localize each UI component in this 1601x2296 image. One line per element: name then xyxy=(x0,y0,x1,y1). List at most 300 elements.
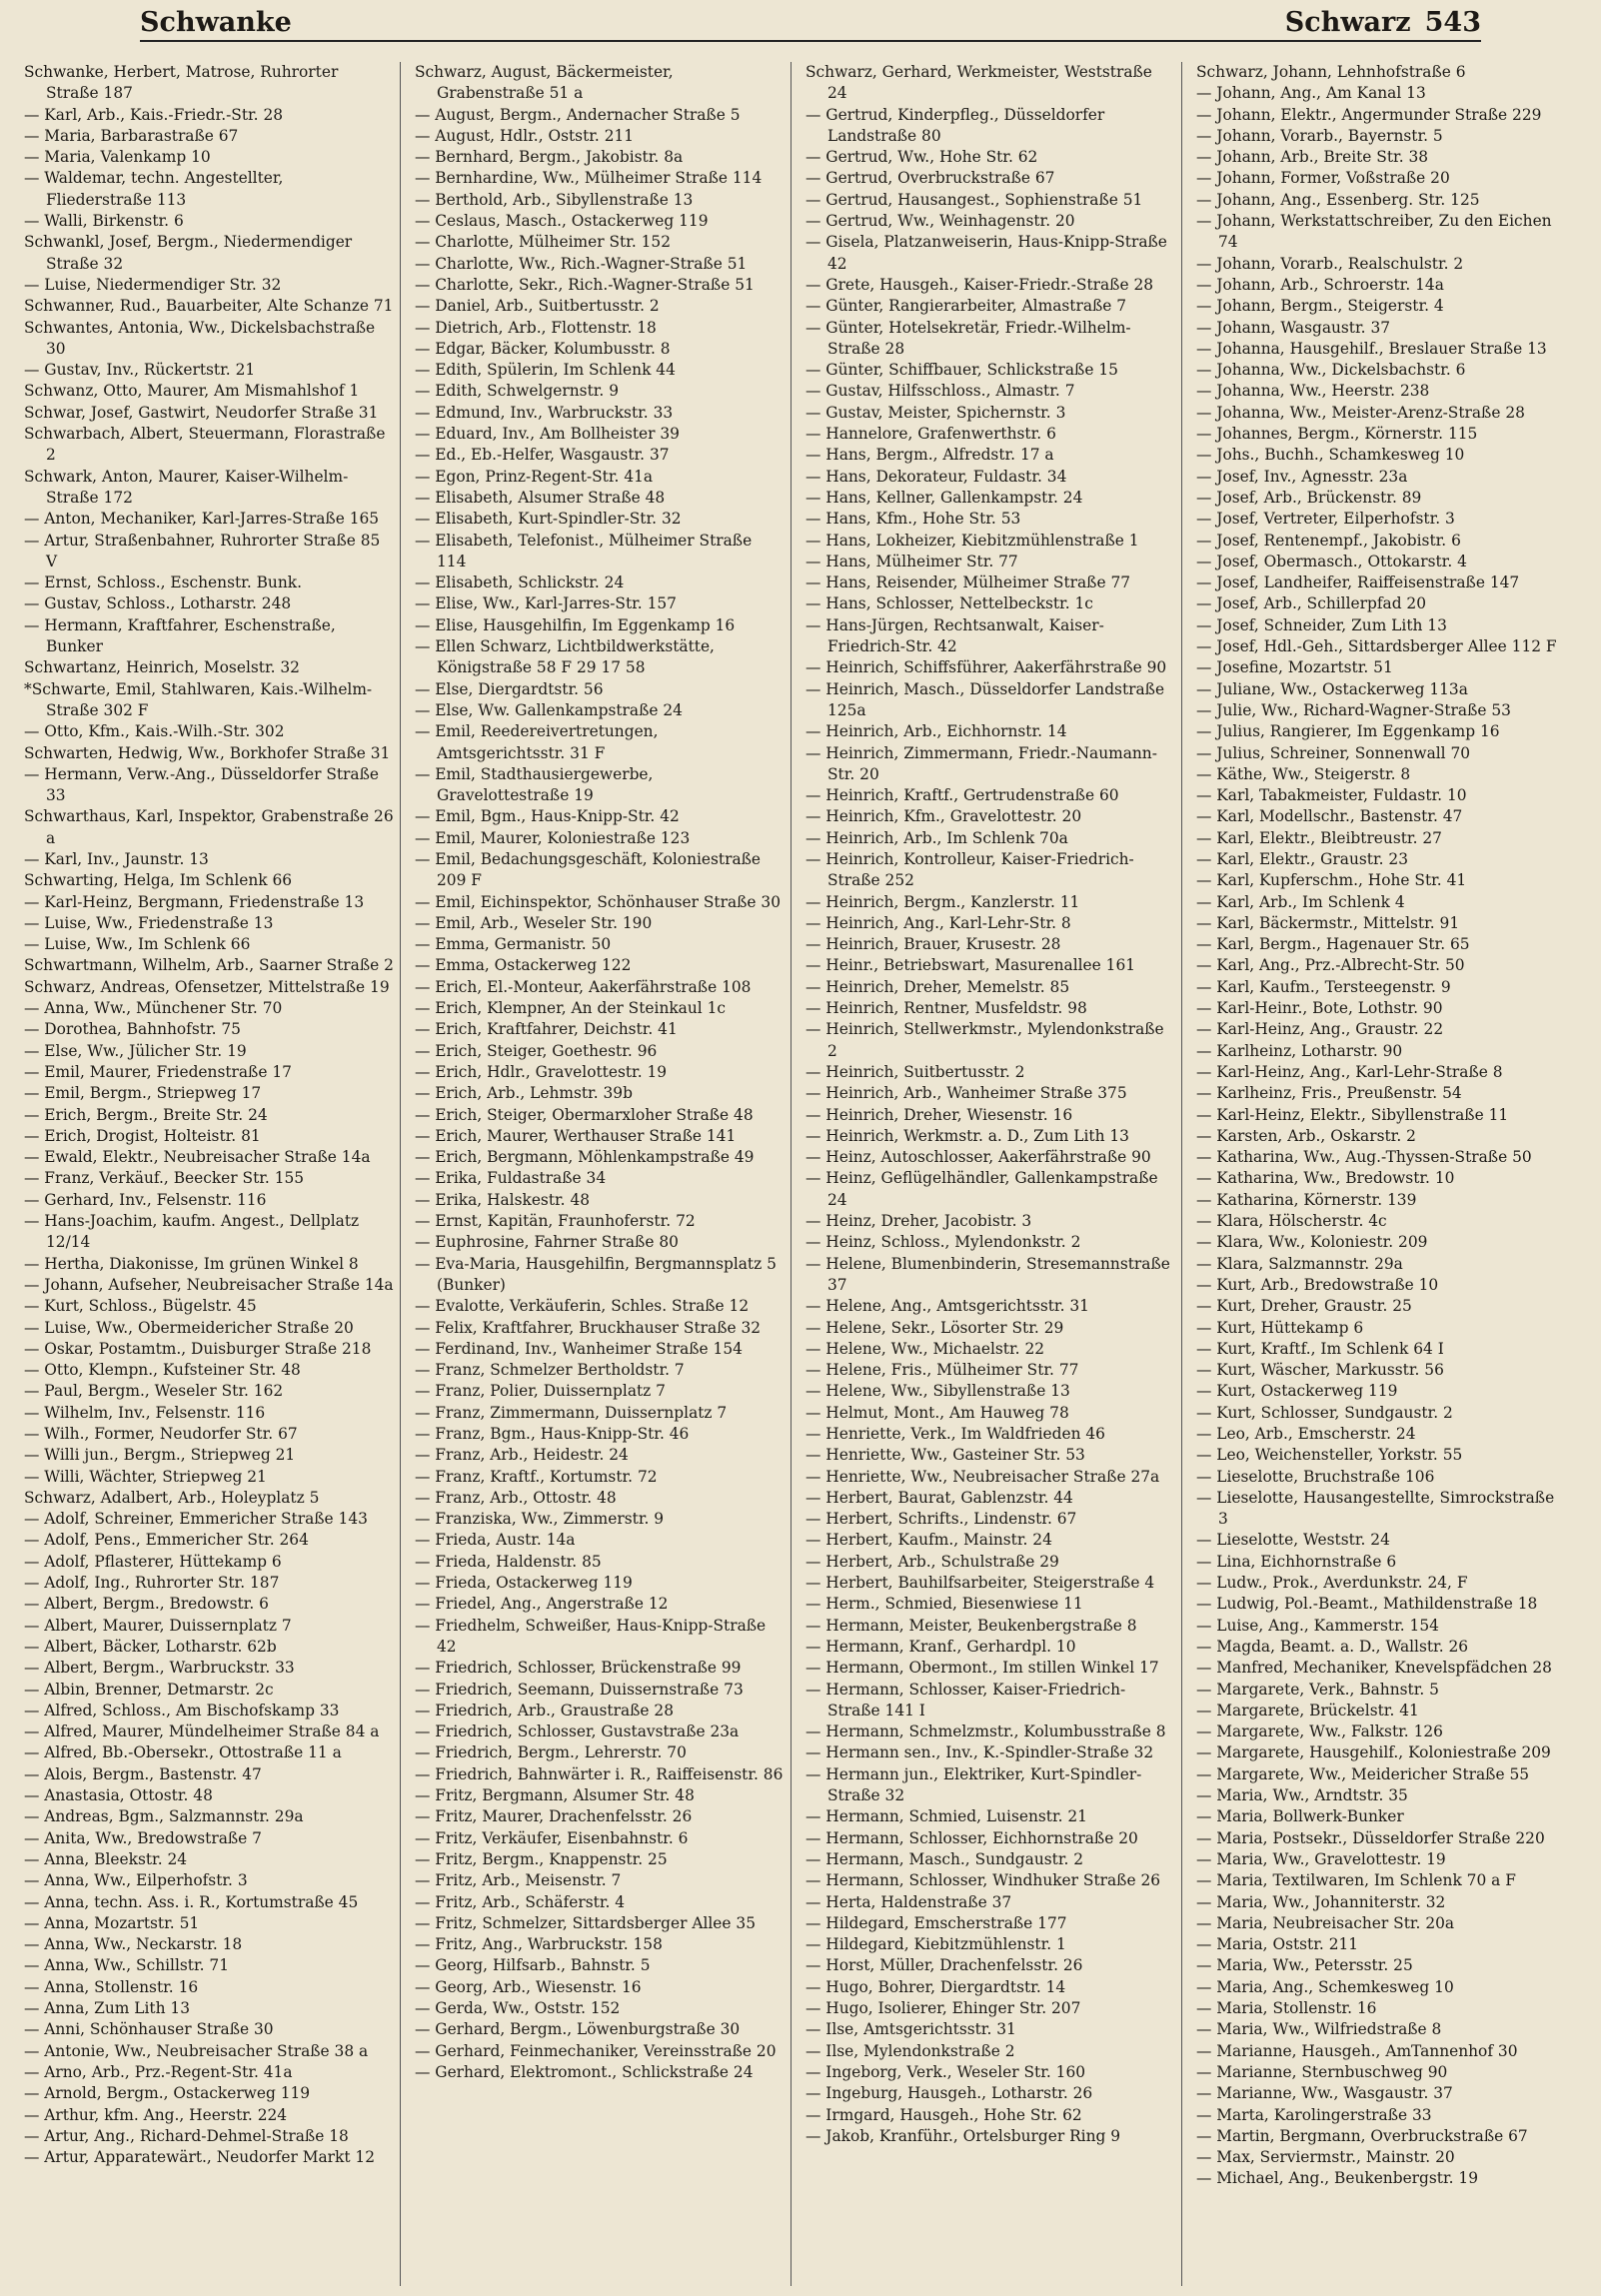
directory-entry: — Heinrich, Dreher, Wiesenstr. 16 xyxy=(805,1105,1073,1124)
directory-entry: — Hermann jun., Elektriker, Kurt-Spindler-Straße 32 xyxy=(805,1764,1142,1805)
directory-entry: — Anna, Ww., Münchener Str. 70 xyxy=(24,999,283,1018)
directory-entry: — Ingeburg, Hausgeh., Lotharstr. 26 xyxy=(805,2084,1093,2103)
directory-entry: — Anna, Ww., Eilperhofstr. 3 xyxy=(24,1871,248,1890)
directory-entry: — Maria, Valenkamp 10 xyxy=(24,148,211,167)
directory-entry: — Kurt, Hüttekamp 6 xyxy=(1196,1318,1364,1337)
directory-entry: — Helene, Sekr., Lösorter Str. 29 xyxy=(805,1318,1064,1337)
directory-entry: — Martin, Bergmann, Overbruckstraße 67 xyxy=(1196,2126,1528,2145)
directory-entry: — Willi jun., Bergm., Striepweg 21 xyxy=(24,1446,296,1465)
directory-entry: — Johann, Vorarb., Realschulstr. 2 xyxy=(1196,254,1464,273)
directory-entry: — Dorothea, Bahnhofstr. 75 xyxy=(24,1020,241,1039)
directory-columns xyxy=(24,62,1573,2286)
directory-entry: — Arthur, kfm. Ang., Heerstr. 224 xyxy=(24,2105,288,2124)
directory-entry: — Heinrich, Kontrolleur, Kaiser-Friedrich-Straße 252 xyxy=(805,849,1134,890)
directory-entry: — Julie, Ww., Richard-Wagner-Straße 53 xyxy=(1196,700,1511,719)
directory-entry: — Hermann, Masch., Sundgaustr. 2 xyxy=(805,1849,1084,1868)
directory-entry: — Hermann, Schlosser, Windhuker Straße 26 xyxy=(805,1871,1161,1890)
directory-entry: — Albin, Brenner, Detmarstr. 2c xyxy=(24,1680,274,1699)
directory-entry: — Emma, Ostackerweg 122 xyxy=(415,956,632,975)
directory-entry: — Anna, Ww., Neckarstr. 18 xyxy=(24,1935,243,1954)
directory-entry: — Fritz, Bergm., Knappenstr. 25 xyxy=(415,1849,668,1868)
directory-entry: — Hermann sen., Inv., K.-Spindler-Straße 32 xyxy=(805,1743,1154,1762)
directory-entry: — Gerhard, Bergm., Löwenburgstraße 30 xyxy=(415,2020,741,2039)
directory-entry: — Franz, Zimmermann, Duissernplatz 7 xyxy=(415,1403,728,1422)
directory-entry: — Johs., Buchh., Schamkesweg 10 xyxy=(1196,446,1465,465)
directory-entry: — Heinrich, Zimmermann, Friedr.-Naumann-Str. 20 xyxy=(805,743,1157,783)
directory-entry: — Karlheinz, Lotharstr. 90 xyxy=(1196,1041,1403,1060)
directory-entry: — Karl, Tabakmeister, Fuldastr. 10 xyxy=(1196,786,1467,805)
directory-entry: — Friedel, Ang., Angerstraße 12 xyxy=(415,1595,669,1614)
directory-entry: — Gertrud, Hausangest., Sophienstraße 51 xyxy=(805,190,1143,209)
directory-entry: — Maria, Ww., Gravelottestr. 19 xyxy=(1196,1849,1446,1868)
directory-entry: — Artur, Apparatewärt., Neudorfer Markt 12 xyxy=(24,2148,375,2167)
directory-entry: — Hans, Reisender, Mülheimer Straße 77 xyxy=(805,574,1131,592)
directory-entry: — Manfred, Mechaniker, Knevelspfädchen 28 xyxy=(1196,1659,1552,1678)
directory-entry: — Friedrich, Seemann, Duissernstraße 73 xyxy=(415,1680,744,1699)
directory-entry: — Josef, Hdl.-Geh., Sittardsberger Allee 112 F xyxy=(1196,637,1557,656)
directory-entry: — Maria, Postsekr., Düsseldorfer Straße 220 xyxy=(1196,1828,1545,1847)
directory-entry: — Erika, Fuldastraße 34 xyxy=(415,1169,607,1188)
directory-entry: — Heinz, Dreher, Jacobistr. 3 xyxy=(805,1212,1032,1231)
directory-entry: — Gerhard, Inv., Felsenstr. 116 xyxy=(24,1190,267,1209)
directory-entry: — Helene, Fris., Mülheimer Str. 77 xyxy=(805,1361,1079,1380)
directory-entry: — Gerhard, Feinmechaniker, Vereinsstraße 20 xyxy=(415,2041,777,2060)
directory-entry: — Karl, Arb., Kais.-Friedr.-Str. 28 xyxy=(24,105,284,124)
directory-entry: — Jakob, Kranführ., Ortelsburger Ring 9 xyxy=(805,2126,1121,2145)
directory-entry: — Maria, Barbarastraße 67 xyxy=(24,126,239,145)
directory-entry: — Heinrich, Suitbertusstr. 2 xyxy=(805,1062,1025,1081)
directory-entry: — Hans-Joachim, kaufm. Angest., Dellplatz 12/14 xyxy=(24,1212,360,1252)
directory-entry: — Gertrud, Ww., Weinhagenstr. 20 xyxy=(805,212,1075,231)
directory-entry: — Josefine, Mozartstr. 51 xyxy=(1196,658,1393,677)
directory-entry: — Margarete, Ww., Falkstr. 126 xyxy=(1196,1722,1443,1741)
directory-entry: — Heinrich, Ang., Karl-Lehr-Str. 8 xyxy=(805,913,1071,932)
directory-entry: — Ilse, Mylendonkstraße 2 xyxy=(805,2041,1015,2060)
directory-entry: — Johann, Wasgaustr. 37 xyxy=(1196,318,1391,337)
directory-entry: — Josef, Obermasch., Ottokarstr. 4 xyxy=(1196,552,1467,571)
directory-entry: — Karl, Modellschr., Bastenstr. 47 xyxy=(1196,807,1463,826)
directory-entry: — Artur, Straßenbahner, Ruhrorter Straße 85 V xyxy=(24,531,381,571)
directory-entry: — Margarete, Verk., Bahnstr. 5 xyxy=(1196,1680,1439,1699)
directory-entry: — Günter, Schiffbauer, Schlickstraße 15 xyxy=(805,361,1118,380)
directory-entry: — Maria, Neubreisacher Str. 20a xyxy=(1196,1913,1455,1932)
directory-entry: — Ewald, Elektr., Neubreisacher Straße 14a xyxy=(24,1148,371,1167)
directory-entry: — Elisabeth, Kurt-Spindler-Str. 32 xyxy=(415,510,682,529)
directory-entry: — Frieda, Ostackerweg 119 xyxy=(415,1574,633,1593)
directory-entry: — Elisabeth, Telefonist., Mülheimer Straße 114 xyxy=(415,531,753,571)
directory-entry: — Albert, Bergm., Warbruckstr. 33 xyxy=(24,1659,295,1678)
directory-entry: — Walli, Birkenstr. 6 xyxy=(24,212,184,231)
directory-entry: — Ilse, Amtsgerichtsstr. 31 xyxy=(805,2020,1016,2039)
directory-entry: — Karl, Ang., Prz.-Albrecht-Str. 50 xyxy=(1196,956,1465,975)
directory-entry: — Karl, Bäckermstr., Mittelstr. 91 xyxy=(1196,913,1460,932)
directory-entry: — Fritz, Arb., Schäferstr. 4 xyxy=(415,1892,626,1911)
directory-entry: — Johann, Ang., Essenberg. Str. 125 xyxy=(1196,190,1480,209)
directory-entry: Schwanz, Otto, Maurer, Am Mismahlshof 1 xyxy=(24,382,360,401)
directory-entry: — Erika, Halskestr. 48 xyxy=(415,1190,591,1209)
directory-entry: Schwartanz, Heinrich, Moselstr. 32 xyxy=(24,658,300,677)
directory-entry: — Andreas, Bgm., Salzmannstr. 29a xyxy=(24,1807,304,1826)
directory-entry: — Gerda, Ww., Oststr. 152 xyxy=(415,1999,621,2018)
directory-entry: — Kurt, Arb., Bredowstraße 10 xyxy=(1196,1275,1439,1294)
directory-entry: — Heinrich, Brauer, Krusestr. 28 xyxy=(805,935,1061,954)
directory-entry: — Gustav, Inv., Rückertstr. 21 xyxy=(24,361,256,380)
directory-entry: — August, Bergm., Andernacher Straße 5 xyxy=(415,105,741,124)
directory-entry: — Georg, Hilfsarb., Bahnstr. 5 xyxy=(415,1956,651,1975)
directory-entry: — Ernst, Kapitän, Fraunhoferstr. 72 xyxy=(415,1212,696,1231)
directory-entry: — Gustav, Schloss., Lotharstr. 248 xyxy=(24,594,292,613)
directory-entry: — Else, Diergardtstr. 56 xyxy=(415,679,604,698)
directory-entry: — Hermann, Verw.-Ang., Düsseldorfer Straße 33 xyxy=(24,764,379,805)
directory-entry: — Günter, Rangierarbeiter, Almastraße 7 xyxy=(805,297,1127,316)
directory-entry: — Margarete, Hausgehilf., Koloniestraße 209 xyxy=(1196,1743,1551,1762)
directory-entry: Schwarting, Helga, Im Schlenk 66 xyxy=(24,871,293,890)
directory-entry: — Heinrich, Masch., Düsseldorfer Landstraße 125a xyxy=(805,679,1165,719)
directory-entry: — Hans, Kellner, Gallenkampstr. 24 xyxy=(805,488,1083,507)
directory-entry: — Erich, Hdlr., Gravelottestr. 19 xyxy=(415,1062,668,1081)
directory-entry: — Heinrich, Werkmstr. a. D., Zum Lith 13 xyxy=(805,1126,1129,1145)
directory-entry: — Gerhard, Elektromont., Schlickstraße 24 xyxy=(415,2062,754,2081)
directory-entry: Schwarz, August, Bäckermeister, Grabenstraße 51 a xyxy=(415,63,674,103)
directory-entry: — Karl, Bergm., Hagenauer Str. 65 xyxy=(1196,935,1470,954)
running-head-right: Schwarz xyxy=(1284,7,1411,38)
directory-entry: — Hans, Kfm., Hohe Str. 53 xyxy=(805,510,1021,529)
directory-entry: — Friedrich, Schlosser, Gustavstraße 23a xyxy=(415,1722,740,1741)
directory-entry: — Emil, Maurer, Koloniestraße 123 xyxy=(415,828,691,847)
directory-entry: — Heinz, Geflügelhändler, Gallenkampstraße 24 xyxy=(805,1169,1158,1209)
column-2 xyxy=(415,62,792,2286)
directory-entry: — Hans-Jürgen, Rechtsanwalt, Kaiser-Friedrich-Str. 42 xyxy=(805,615,1104,656)
directory-entry: — Dietrich, Arb., Flottenstr. 18 xyxy=(415,318,657,337)
directory-entry: — Ellen Schwarz, Lichtbildwerkstätte, Königstraße 58 F 29 17 58 xyxy=(415,637,715,677)
directory-entry: — Ingeborg, Verk., Weseler Str. 160 xyxy=(805,2062,1086,2081)
directory-entry: — Leo, Arb., Emscherstr. 24 xyxy=(1196,1425,1416,1443)
directory-entry: — Hannelore, Grafenwerthstr. 6 xyxy=(805,425,1056,444)
directory-entry: — Maria, Oststr. 211 xyxy=(1196,1935,1359,1954)
directory-entry: — Marta, Karolingerstraße 33 xyxy=(1196,2105,1432,2124)
directory-entry: — Arno, Arb., Prz.-Regent-Str. 41a xyxy=(24,2062,293,2081)
directory-entry: — Erich, Bergmann, Möhlenkampstraße 49 xyxy=(415,1148,755,1167)
directory-entry: — Waldemar, techn. Angestellter, Fliederstraße 113 xyxy=(24,169,284,209)
directory-entry: — Hermann, Kranf., Gerhardpl. 10 xyxy=(805,1637,1076,1656)
directory-entry: — Gertrud, Kinderpfleg., Düsseldorfer Landstraße 80 xyxy=(805,105,1105,145)
directory-entry: — Marianne, Sternbuschweg 90 xyxy=(1196,2062,1448,2081)
directory-entry: — Fritz, Bergmann, Alsumer Str. 48 xyxy=(415,1786,695,1805)
directory-entry: — Anni, Schönhauser Straße 30 xyxy=(24,2020,274,2039)
directory-entry: — Euphrosine, Fahrner Straße 80 xyxy=(415,1233,679,1252)
directory-entry: — Franz, Verkäuf., Beecker Str. 155 xyxy=(24,1169,305,1188)
directory-entry: — Grete, Hausgeh., Kaiser-Friedr.-Straße 28 xyxy=(805,275,1154,294)
directory-entry: — Paul, Bergm., Weseler Str. 162 xyxy=(24,1382,284,1401)
directory-entry: — Heinrich, Stellwerkmstr., Mylendonkstraße 2 xyxy=(805,1020,1164,1060)
directory-entry: — Lieselotte, Bruchstraße 106 xyxy=(1196,1467,1435,1486)
directory-entry: — Marianne, Ww., Wasgaustr. 37 xyxy=(1196,2084,1453,2103)
directory-entry: — Kurt, Ostackerweg 119 xyxy=(1196,1382,1398,1401)
directory-entry: — Hermann, Schmied, Luisenstr. 21 xyxy=(805,1807,1087,1826)
directory-entry: — Emil, Arb., Weseler Str. 190 xyxy=(415,913,653,932)
directory-entry: Schwarz, Andreas, Ofensetzer, Mittelstraße 19 xyxy=(24,977,390,996)
directory-entry: — Fritz, Verkäufer, Eisenbahnstr. 6 xyxy=(415,1828,689,1847)
directory-entry: — Friedrich, Schlosser, Brückenstraße 99 xyxy=(415,1659,742,1678)
directory-entry: — Erich, Klempner, An der Steinkaul 1c xyxy=(415,999,726,1018)
directory-entry: — Lieselotte, Hausangestellte, Simrockstraße 3 xyxy=(1196,1488,1555,1529)
directory-entry: — Erich, Drogist, Holteistr. 81 xyxy=(24,1126,261,1145)
directory-entry: — Hugo, Isolierer, Ehinger Str. 207 xyxy=(805,1999,1081,2018)
directory-entry: — Hermann, Obermont., Im stillen Winkel 17 xyxy=(805,1659,1159,1678)
directory-entry: — Otto, Kfm., Kais.-Wilh.-Str. 302 xyxy=(24,722,285,741)
directory-entry: — Emma, Germanistr. 50 xyxy=(415,935,612,954)
directory-entry: — Fritz, Ang., Warbruckstr. 158 xyxy=(415,1935,663,1954)
running-head-right-group xyxy=(1285,7,1481,38)
directory-entry: — Johann, Former, Voßstraße 20 xyxy=(1196,169,1450,188)
directory-entry: — Egon, Prinz-Regent-Str. 41a xyxy=(415,467,654,486)
directory-entry: — Michael, Ang., Beukenbergstr. 19 xyxy=(1196,2169,1479,2188)
directory-entry: — Erich, El.-Monteur, Aakerfährstraße 108 xyxy=(415,977,752,996)
directory-entry: — Karl, Arb., Im Schlenk 4 xyxy=(1196,892,1405,911)
directory-entry: — Albert, Bäcker, Lotharstr. 62b xyxy=(24,1637,277,1656)
directory-entry: — Henriette, Ww., Neubreisacher Straße 27a xyxy=(805,1467,1160,1486)
directory-entry: — Elisabeth, Schlickstr. 24 xyxy=(415,574,625,592)
directory-entry: — Eva-Maria, Hausgehilfin, Bergmannsplatz 5 (Bunker) xyxy=(415,1254,777,1294)
directory-entry: — Johann, Arb., Breite Str. 38 xyxy=(1196,148,1429,167)
directory-entry: — Heinrich, Kraftf., Gertrudenstraße 60 xyxy=(805,786,1119,805)
directory-entry: — Gisela, Platzanweiserin, Haus-Knipp-Straße 42 xyxy=(805,233,1167,273)
directory-entry: — Maria, Ww., Johanniterstr. 32 xyxy=(1196,1892,1446,1911)
directory-entry: — Ludwig, Pol.-Beamt., Mathildenstraße 18 xyxy=(1196,1595,1538,1614)
directory-entry: — Anna, Ww., Schillstr. 71 xyxy=(24,1956,229,1975)
directory-entry: — Evalotte, Verkäuferin, Schles. Straße 12 xyxy=(415,1297,750,1316)
directory-entry: — Anton, Mechaniker, Karl-Jarres-Straße 165 xyxy=(24,510,380,529)
directory-entry: — Else, Ww., Jülicher Str. 19 xyxy=(24,1041,247,1060)
directory-entry: — Klara, Salzmannstr. 29a xyxy=(1196,1254,1403,1273)
directory-entry: — Johann, Vorarb., Bayernstr. 5 xyxy=(1196,126,1443,145)
directory-entry: — Margarete, Ww., Meidericher Straße 55 xyxy=(1196,1764,1530,1783)
directory-entry: — Maria, Ang., Schemkesweg 10 xyxy=(1196,1977,1454,1996)
directory-entry: — Fritz, Schmelzer, Sittardsberger Allee 35 xyxy=(415,1913,756,1932)
directory-entry: — Eduard, Inv., Am Bollheister 39 xyxy=(415,425,680,444)
directory-entry: — Luise, Ww., Friedenstraße 13 xyxy=(24,913,274,932)
directory-entry: — Julius, Schreiner, Sonnenwall 70 xyxy=(1196,743,1471,762)
directory-entry: — Katharina, Ww., Aug.-Thyssen-Straße 50 xyxy=(1196,1148,1532,1167)
directory-entry: — Kurt, Wäscher, Markusstr. 56 xyxy=(1196,1361,1444,1380)
directory-entry: — Ernst, Schloss., Eschenstr. Bunk. xyxy=(24,574,302,592)
directory-entry: — Julius, Rangierer, Im Eggenkamp 16 xyxy=(1196,722,1500,741)
directory-entry: — Max, Serviermstr., Mainstr. 20 xyxy=(1196,2148,1455,2167)
directory-entry: — Alfred, Maurer, Mündelheimer Straße 84 a xyxy=(24,1722,380,1741)
directory-entry: — Anna, Mozartstr. 51 xyxy=(24,1913,200,1932)
directory-entry: — Anna, Bleekstr. 24 xyxy=(24,1849,188,1868)
directory-entry: — Frieda, Austr. 14a xyxy=(415,1531,576,1550)
directory-entry: — Johann, Werkstattschreiber, Zu den Eichen 74 xyxy=(1196,212,1552,252)
directory-entry: — Erich, Maurer, Werthauser Straße 141 xyxy=(415,1126,737,1145)
directory-entry: — Friedrich, Arb., Graustraße 28 xyxy=(415,1701,675,1720)
directory-entry: — Johanna, Ww., Meister-Arenz-Straße 28 xyxy=(1196,403,1525,422)
directory-entry: — Heinz, Autoschlosser, Aakerfährstraße 90 xyxy=(805,1148,1151,1167)
directory-entry: — Adolf, Pens., Emmericher Str. 264 xyxy=(24,1531,309,1550)
directory-entry: — Artur, Ang., Richard-Dehmel-Straße 18 xyxy=(24,2126,349,2145)
directory-entry: — Johanna, Hausgehilf., Breslauer Straße 13 xyxy=(1196,339,1547,358)
directory-entry: — Ceslaus, Masch., Ostackerweg 119 xyxy=(415,212,709,231)
directory-entry: — Hans, Bergm., Alfredstr. 17 a xyxy=(805,446,1054,465)
directory-entry: — Hugo, Bohrer, Diergardtstr. 14 xyxy=(805,1977,1066,1996)
directory-entry: — Günter, Hotelsekretär, Friedr.-Wilhelm-Straße 28 xyxy=(805,318,1131,358)
directory-entry: — Leo, Weichensteller, Yorkstr. 55 xyxy=(1196,1446,1463,1465)
directory-entry: — Karl-Heinr., Bote, Lothstr. 90 xyxy=(1196,999,1443,1018)
directory-entry: — Daniel, Arb., Suitbertusstr. 2 xyxy=(415,297,660,316)
directory-entry: — Margarete, Brückelstr. 41 xyxy=(1196,1701,1419,1720)
directory-entry: — Kurt, Dreher, Graustr. 25 xyxy=(1196,1297,1412,1316)
directory-entry: Schwark, Anton, Maurer, Kaiser-Wilhelm-Straße 172 xyxy=(24,467,349,507)
directory-entry: — Luise, Ang., Kammerstr. 154 xyxy=(1196,1616,1439,1635)
directory-entry: — Bernhard, Bergm., Jakobistr. 8a xyxy=(415,148,684,167)
directory-entry: Schwankl, Josef, Bergm., Niedermendiger Straße 32 xyxy=(24,233,353,273)
directory-entry: — Karlheinz, Fris., Preußenstr. 54 xyxy=(1196,1084,1462,1103)
directory-entry: — Karl, Elektr., Graustr. 23 xyxy=(1196,849,1408,868)
directory-entry: — Heinrich, Rentner, Musfeldstr. 98 xyxy=(805,999,1087,1018)
directory-entry: — Helmut, Mont., Am Hauweg 78 xyxy=(805,1403,1069,1422)
directory-entry: — Edgar, Bäcker, Kolumbusstr. 8 xyxy=(415,339,671,358)
directory-entry: — Maria, Stollenstr. 16 xyxy=(1196,1999,1377,2018)
directory-entry: — Arnold, Bergm., Ostackerweg 119 xyxy=(24,2084,311,2103)
directory-entry: — Ludw., Prok., Averdunkstr. 24, F xyxy=(1196,1574,1468,1593)
directory-entry: — Luise, Niedermendiger Str. 32 xyxy=(24,275,282,294)
directory-entry: — Erich, Bergm., Breite Str. 24 xyxy=(24,1105,268,1124)
directory-entry: — Heinrich, Kfm., Gravelottestr. 20 xyxy=(805,807,1082,826)
directory-entry: — Elise, Ww., Karl-Jarres-Str. 157 xyxy=(415,594,677,613)
directory-entry: — Johann, Arb., Schroerstr. 14a xyxy=(1196,275,1444,294)
directory-entry: Schwar, Josef, Gastwirt, Neudorfer Straße 31 xyxy=(24,403,379,422)
directory-entry: — Helene, Ww., Sibyllenstraße 13 xyxy=(805,1382,1070,1401)
directory-entry: — Heinz, Schloss., Mylendonkstr. 2 xyxy=(805,1233,1081,1252)
directory-entry: — Irmgard, Hausgeh., Hohe Str. 62 xyxy=(805,2105,1082,2124)
directory-entry: — Alfred, Schloss., Am Bischofskamp 33 xyxy=(24,1701,340,1720)
directory-entry: — Franz, Arb., Heidestr. 24 xyxy=(415,1446,629,1465)
directory-entry: — Ferdinand, Inv., Wanheimer Straße 154 xyxy=(415,1339,743,1358)
directory-entry: — Emil, Stadthausiergewerbe, Gravelottestraße 19 xyxy=(415,764,654,805)
directory-entry: Schwanke, Herbert, Matrose, Ruhrorter Straße 187 xyxy=(24,63,339,103)
directory-entry: — Josef, Arb., Brückenstr. 89 xyxy=(1196,488,1422,507)
directory-entry: — Katharina, Ww., Bredowstr. 10 xyxy=(1196,1169,1455,1188)
directory-entry: — Albert, Maurer, Duissernplatz 7 xyxy=(24,1616,292,1635)
directory-entry: Schwarten, Hedwig, Ww., Borkhofer Straße 31 xyxy=(24,743,391,762)
directory-entry: — Lieselotte, Weststr. 24 xyxy=(1196,1531,1390,1550)
directory-entry: — Karl-Heinz, Bergmann, Friedenstraße 13 xyxy=(24,892,365,911)
directory-entry: — Josef, Rentenempf., Jakobistr. 6 xyxy=(1196,531,1461,550)
directory-entry: — Adolf, Schreiner, Emmericher Straße 143 xyxy=(24,1510,368,1529)
directory-entry: — Horst, Müller, Drachenfelsstr. 26 xyxy=(805,1956,1083,1975)
directory-entry: — Wilh., Former, Neudorfer Str. 67 xyxy=(24,1425,298,1443)
directory-entry: — Luise, Ww., Obermeidericher Straße 20 xyxy=(24,1318,354,1337)
directory-entry: — Emil, Maurer, Friedenstraße 17 xyxy=(24,1062,292,1081)
directory-entry: — Hans, Lokheizer, Kiebitzmühlenstraße 1 xyxy=(805,531,1139,550)
directory-entry: — Maria, Textilwaren, Im Schlenk 70 a F xyxy=(1196,1871,1516,1890)
directory-entry: — Bernhardine, Ww., Mülheimer Straße 114 xyxy=(415,169,763,188)
directory-entry: — Anna, Zum Lith 13 xyxy=(24,1999,190,2018)
directory-entry: — Heinrich, Arb., Im Schlenk 70a xyxy=(805,828,1068,847)
page-number: 543 xyxy=(1424,7,1481,38)
directory-entry: — Charlotte, Sekr., Rich.-Wagner-Straße 51 xyxy=(415,275,755,294)
directory-entry: — Berthold, Arb., Sibyllenstraße 13 xyxy=(415,190,694,209)
directory-entry: — Willi, Wächter, Striepweg 21 xyxy=(24,1467,267,1486)
directory-entry: — Fritz, Arb., Meisenstr. 7 xyxy=(415,1871,622,1890)
directory-entry: — Friedhelm, Schweißer, Haus-Knipp-Straße 42 xyxy=(415,1616,767,1656)
directory-entry: — Herbert, Schrifts., Lindenstr. 67 xyxy=(805,1510,1077,1529)
directory-entry: — Kurt, Schloss., Bügelstr. 45 xyxy=(24,1297,257,1316)
directory-entry: — Karl-Heinz, Ang., Graustr. 22 xyxy=(1196,1020,1444,1039)
directory-entry: — Frieda, Haldenstr. 85 xyxy=(415,1552,602,1571)
directory-entry: — Edith, Spülerin, Im Schlenk 44 xyxy=(415,361,676,380)
directory-entry: — Franz, Bgm., Haus-Knipp-Str. 46 xyxy=(415,1425,690,1443)
directory-entry: — Heinrich, Dreher, Memelstr. 85 xyxy=(805,977,1070,996)
directory-entry: — Charlotte, Mülheimer Str. 152 xyxy=(415,233,671,252)
directory-entry: — Hermann, Schmelzmstr., Kolumbusstraße 8 xyxy=(805,1722,1166,1741)
directory-entry: — Else, Ww. Gallenkampstraße 24 xyxy=(415,700,683,719)
directory-entry: Schwarz, Adalbert, Arb., Holeyplatz 5 xyxy=(24,1488,320,1507)
directory-entry: — Alfred, Bb.-Obersekr., Ottostraße 11 a xyxy=(24,1743,342,1762)
directory-entry: — Karsten, Arb., Oskarstr. 2 xyxy=(1196,1126,1416,1145)
directory-entry: — Alois, Bergm., Bastenstr. 47 xyxy=(24,1764,262,1783)
directory-entry: — Oskar, Postamtm., Duisburger Straße 218 xyxy=(24,1339,372,1358)
directory-entry: — Friedrich, Bergm., Lehrerstr. 70 xyxy=(415,1743,687,1762)
directory-entry: — Lina, Eichhornstraße 6 xyxy=(1196,1552,1397,1571)
directory-entry: — Hermann, Kraftfahrer, Eschenstraße, Bunker xyxy=(24,615,336,656)
directory-entry: — Katharina, Körnerstr. 139 xyxy=(1196,1190,1417,1209)
directory-entry: — Josef, Schneider, Zum Lith 13 xyxy=(1196,615,1447,634)
directory-entry: — Johannes, Bergm., Körnerstr. 115 xyxy=(1196,425,1478,444)
directory-entry: — Hildegard, Kiebitzmühlenstr. 1 xyxy=(805,1935,1066,1954)
directory-entry: — Franz, Kraftf., Kortumstr. 72 xyxy=(415,1467,658,1486)
directory-entry: — Heinrich, Bergm., Kanzlerstr. 11 xyxy=(805,892,1080,911)
directory-entry: — Käthe, Ww., Steigerstr. 8 xyxy=(1196,764,1411,783)
directory-entry: — Herbert, Bauhilfsarbeiter, Steigerstraße 4 xyxy=(805,1574,1155,1593)
directory-entry: — Gustav, Meister, Spichernstr. 3 xyxy=(805,403,1066,422)
directory-entry: — Hermann, Meister, Beukenbergstraße 8 xyxy=(805,1616,1137,1635)
directory-entry: — Johanna, Ww., Dickelsbachstr. 6 xyxy=(1196,361,1466,380)
directory-entry: *Schwarte, Emil, Stahlwaren, Kais.-Wilhelm-Straße 302 F xyxy=(24,679,373,719)
directory-entry: — Emil, Bergm., Striepweg 17 xyxy=(24,1084,262,1103)
directory-entry: — Heinr., Betriebswart, Masurenallee 161 xyxy=(805,956,1136,975)
directory-entry: — Hermann, Schlosser, Kaiser-Friedrich-Straße 141 I xyxy=(805,1680,1126,1720)
directory-entry: Schwarz, Johann, Lehnhofstraße 6 xyxy=(1196,63,1466,81)
directory-entry: — Juliane, Ww., Ostackerweg 113a xyxy=(1196,679,1468,698)
directory-entry: — Erich, Arb., Lehmstr. 39b xyxy=(415,1084,633,1103)
directory-entry: — Heinrich, Arb., Wanheimer Straße 375 xyxy=(805,1084,1127,1103)
directory-entry: — Hans, Mülheimer Str. 77 xyxy=(805,552,1018,571)
directory-entry: — Herta, Haldenstraße 37 xyxy=(805,1892,1012,1911)
directory-entry: — Magda, Beamt. a. D., Wallstr. 26 xyxy=(1196,1637,1469,1656)
directory-entry: — Herbert, Baurat, Gablenzstr. 44 xyxy=(805,1488,1073,1507)
directory-entry: — Gertrud, Overbruckstraße 67 xyxy=(805,169,1055,188)
directory-entry: — Georg, Arb., Wiesenstr. 16 xyxy=(415,1977,642,1996)
directory-entry: — August, Hdlr., Oststr. 211 xyxy=(415,126,635,145)
directory-entry: — Felix, Kraftfahrer, Bruckhauser Straße 32 xyxy=(415,1318,762,1337)
directory-entry: — Helene, Blumenbinderin, Stresemannstraße 37 xyxy=(805,1254,1170,1294)
page-header xyxy=(140,0,1481,42)
directory-entry: Schwartmann, Wilhelm, Arb., Saarner Straße 2 xyxy=(24,956,394,975)
directory-entry: — Henriette, Verk., Im Waldfrieden 46 xyxy=(805,1425,1105,1443)
directory-entry: — Heinrich, Schiffsführer, Aakerfährstraße 90 xyxy=(805,658,1167,677)
directory-entry: — Johanna, Ww., Heerstr. 238 xyxy=(1196,382,1430,401)
directory-entry: — Edith, Schwelgernstr. 9 xyxy=(415,382,620,401)
directory-entry: Schwanner, Rud., Bauarbeiter, Alte Schanze 71 xyxy=(24,297,394,316)
directory-entry: — Albert, Bergm., Bredowstr. 6 xyxy=(24,1595,269,1614)
directory-entry: — Ed., Eb.-Helfer, Wasgaustr. 37 xyxy=(415,446,670,465)
column-4 xyxy=(1196,62,1573,2286)
directory-entry: — Helene, Ww., Michaelstr. 22 xyxy=(805,1339,1045,1358)
directory-entry: — Karl-Heinz, Elektr., Sibyllenstraße 11 xyxy=(1196,1105,1509,1124)
directory-entry: Schwantes, Antonia, Ww., Dickelsbachstraße 30 xyxy=(24,318,376,358)
directory-entry: — Franz, Schmelzer Bertholdstr. 7 xyxy=(415,1361,685,1380)
